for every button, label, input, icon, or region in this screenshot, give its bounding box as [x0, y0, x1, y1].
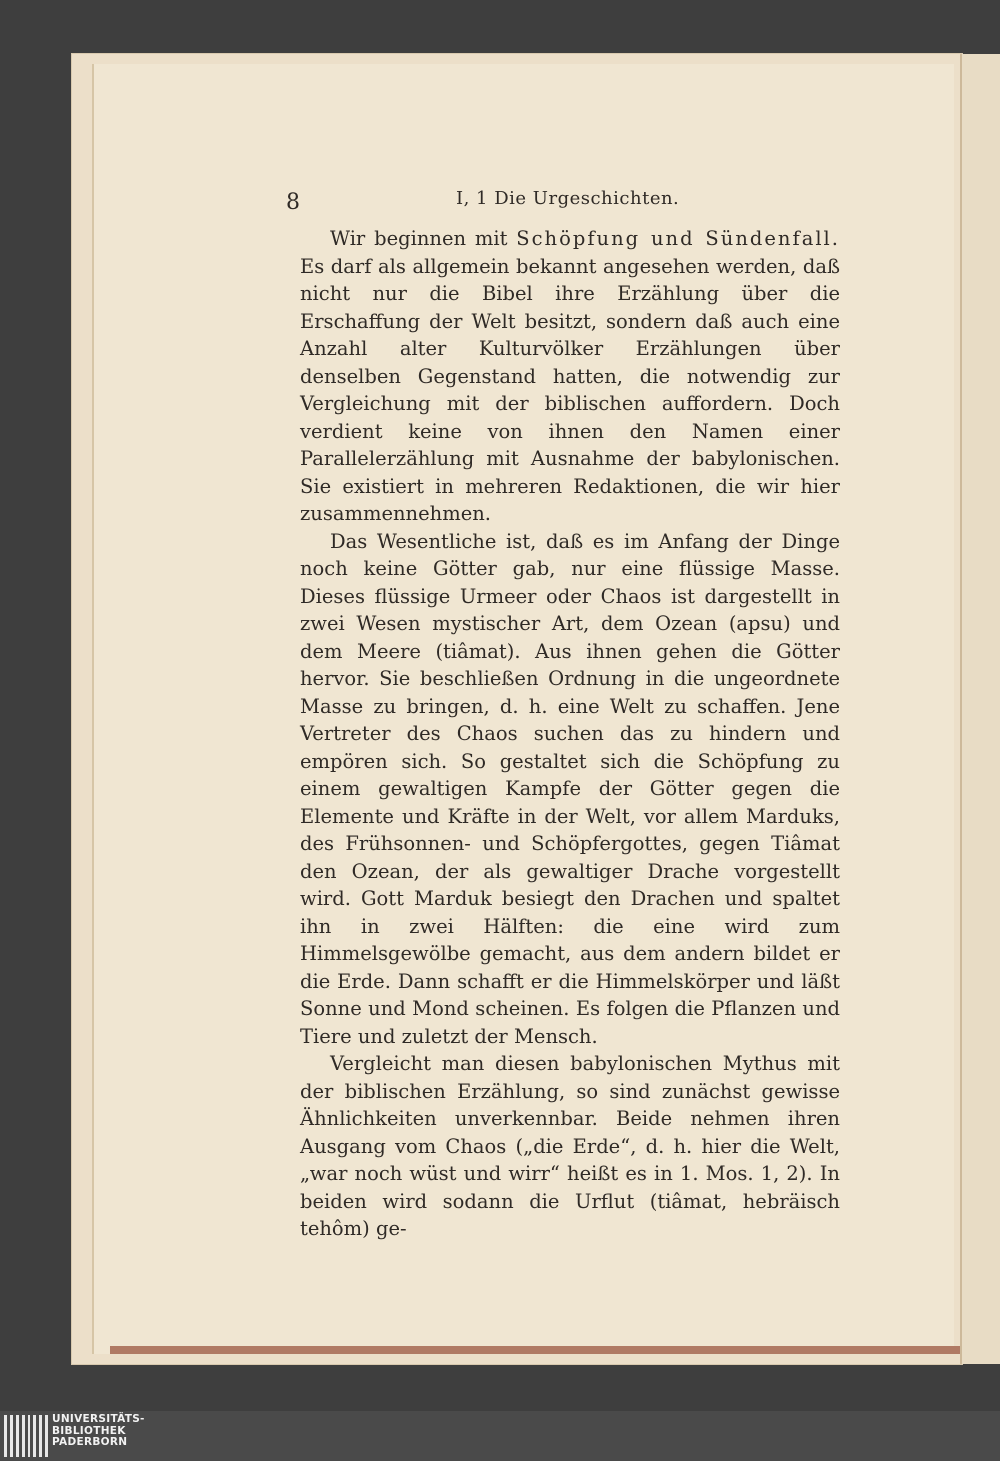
logo-line-3: PADERBORN [52, 1436, 128, 1448]
library-logo-icon [4, 1415, 48, 1457]
paragraph-3: Vergleicht man diesen babylonischen Mythus mit der biblischen Erzählung, so sind zunächst gewisse Ähnlichkeiten unverkennbar. Beide nehmen ihren Ausgang vom Chaos („die Erde“, d. h. hier die Welt, „war noch wüst und wirr“ heißt es in 1. Mos. 1, 2). In beiden wird sodann die Urflut (tiâmat, hebräisch tehôm) ge- [300, 1052, 840, 1240]
paragraph-1-lead: Wir beginnen mit [330, 227, 517, 250]
paragraph-1 [300, 225, 840, 528]
page-number: 8 [286, 190, 300, 215]
paragraph-2: Das Wesentliche ist, daß es im Anfang der Dinge noch keine Götter gab, nur eine flüssige Masse. Dieses flüssige Urmeer oder Chaos ist dargestellt in zwei Wesen mystischer Art, dem Ozean (apsu) und dem Meere (tiâmat). Aus ihnen gehen die Götter hervor. Sie beschließen Ordnung in die ungeordnete Masse zu bringen, d. h. eine Welt zu schaffen. Jene Vertreter des Chaos suchen das zu hindern und empören sich. So gestaltet sich die Schöpfung zu einem gewaltigen Kampfe der Götter gegen die Elemente und Kräfte in der Welt, vor allem Marduks, des Frühsonnen- und Schöpfergottes, gegen Tiâmat den Ozean, der als gewaltiger Drache vorgestellt wird. Gott Marduk besiegt den Drachen und spaltet ihn in zwei Hälften: die eine wird zum Himmelsgewölbe gemacht, aus dem andern bildet er die Erde. Dann schafft er die Himmelskörper und läßt Sonne und Mond scheinen. Es folgen die Pflanzen und Tiere und zuletzt der Mensch. [300, 529, 840, 1048]
page-header [286, 184, 846, 214]
body-text [300, 225, 840, 1243]
running-head: I, 1 Die Urgeschichten. [456, 188, 680, 209]
logo-line-2: BIBLIOTHEK [52, 1424, 126, 1437]
page-edge-stain [110, 1346, 960, 1354]
paragraph-1-rest: Es darf als allgemein bekannt angesehen werden, daß nicht nur die Bibel ihre Erzählung über die Erschaffung der Welt besitzt, sondern daß auch eine Anzahl alter Kulturvölker Erzählungen über denselben Gegenstand hatten, die notwendig zur Vergleichung mit der biblischen auffordern. Doch verdient keine von ihnen den Namen einer Parallelerzählung mit Ausnahme der babylonischen. Sie existiert in mehreren Redaktionen, die wir hier zusammennehmen. [300, 254, 840, 525]
library-logo-text [52, 1414, 145, 1449]
logo-line-1: UNIVERSITÄTS- [52, 1413, 145, 1425]
library-footer [0, 1411, 1000, 1461]
paragraph-1-emphasis: Schöpfung und Sündenfall. [516, 227, 840, 250]
facing-page-edge [960, 54, 1000, 1364]
